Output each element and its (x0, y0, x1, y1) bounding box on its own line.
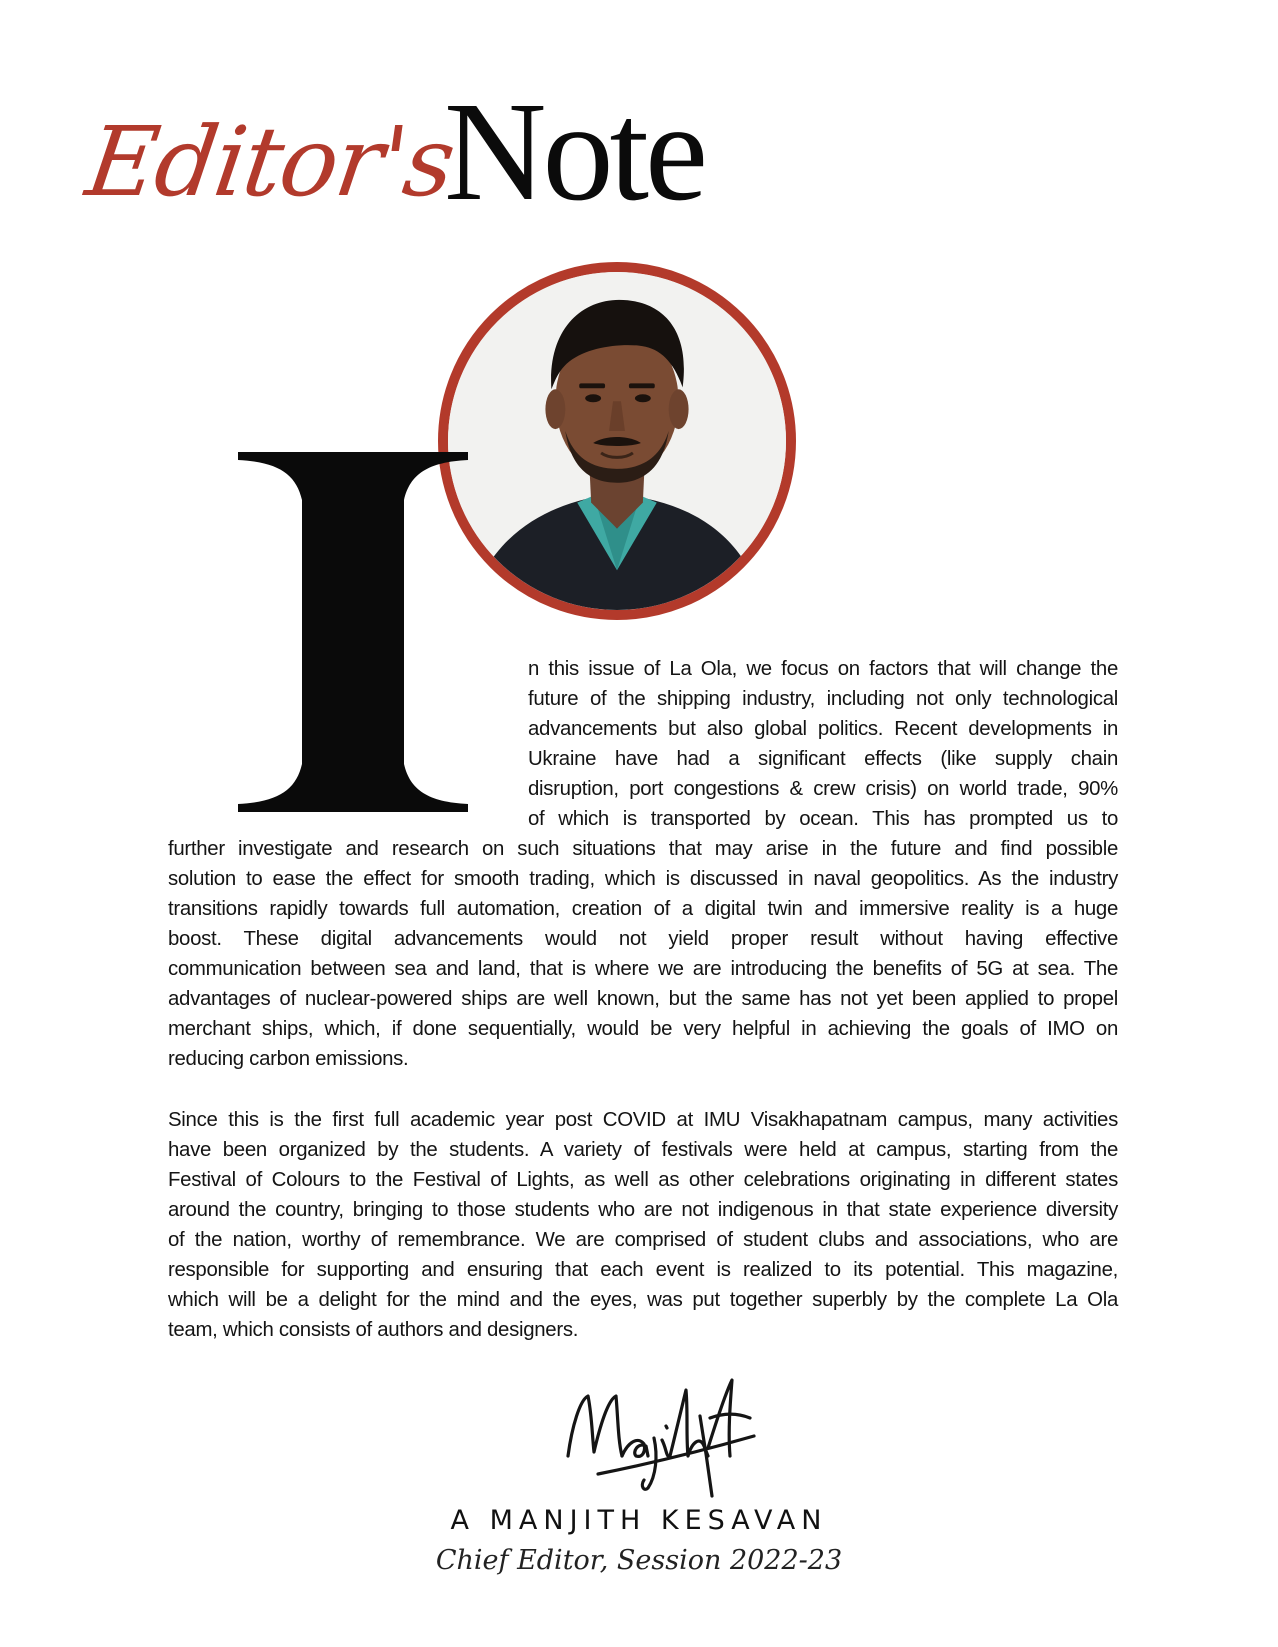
paragraph-1-continued (168, 834, 1118, 1074)
editor-portrait (438, 262, 796, 620)
text-line: disruption, port congestions & crew crisis) on world trade, 90% (528, 778, 1118, 800)
text-line: of the nation, worthy of remembrance. We are comprised of student clubs and associations, who are (168, 1229, 1118, 1251)
title-script-word: Editor's (80, 106, 461, 218)
signature-icon (558, 1356, 758, 1506)
text-line: of which is transported by ocean. This has prompted us to (528, 808, 1118, 830)
text-line: around the country, bringing to those students who are not indigenous in that state experience diversity (168, 1199, 1118, 1221)
text-line: responsible for supporting and ensuring that each event is realized to its potential. This magazine, (168, 1259, 1118, 1281)
paragraph-2 (168, 1105, 1118, 1345)
text-line: future of the shipping industry, including not only technological (528, 688, 1118, 710)
text-line: have been organized by the students. A variety of festivals were held at campus, starting from the (168, 1139, 1118, 1161)
text-line: transitions rapidly towards full automation, creation of a digital twin and immersive reality is a huge (168, 898, 1118, 920)
text-line: Ukraine have had a significant effects (like supply chain (528, 748, 1118, 770)
drop-cap-letter-icon (238, 452, 468, 812)
text-line: Festival of Colours to the Festival of Lights, as well as other celebrations originating in different states (168, 1169, 1118, 1191)
text-line: n this issue of La Ola, we focus on factors that will change the (528, 658, 1118, 680)
text-line: merchant ships, which, if done sequentially, would be very helpful in achieving the goals of IMO on (168, 1018, 1118, 1040)
text-line: boost. These digital advancements would not yield proper result without having effective (168, 928, 1118, 950)
editor-name: A MANJITH KESAVAN (450, 1505, 828, 1536)
page-title (80, 72, 788, 230)
text-line: Since this is the first full academic year post COVID at IMU Visakhapatnam campus, many activities (168, 1109, 1118, 1131)
text-line: solution to ease the effect for smooth trading, which is discussed in naval geopolitics. As the industry (168, 868, 1118, 890)
editor-role: Chief Editor, Session 2022-23 (435, 1545, 843, 1576)
text-line: advantages of nuclear-powered ships are well known, but the same has not yet been applied to propel (168, 988, 1118, 1010)
text-line: reducing carbon emissions. (168, 1048, 409, 1070)
paragraph-1-intro (528, 654, 1118, 834)
drop-cap (238, 452, 468, 812)
text-line: further investigate and research on such situations that may arise in the future and find possible (168, 838, 1118, 860)
title-main-word: Note (444, 72, 705, 230)
text-line: communication between sea and land, that is where we are introducing the benefits of 5G at sea. The (168, 958, 1118, 980)
handwritten-signature (558, 1356, 758, 1506)
text-line: which will be a delight for the mind and the eyes, was put together superbly by the complete La Ola (168, 1289, 1118, 1311)
text-line: advancements but also global politics. Recent developments in (528, 718, 1118, 740)
portrait-photo-icon (448, 272, 786, 610)
text-line: team, which consists of authors and designers. (168, 1319, 579, 1341)
